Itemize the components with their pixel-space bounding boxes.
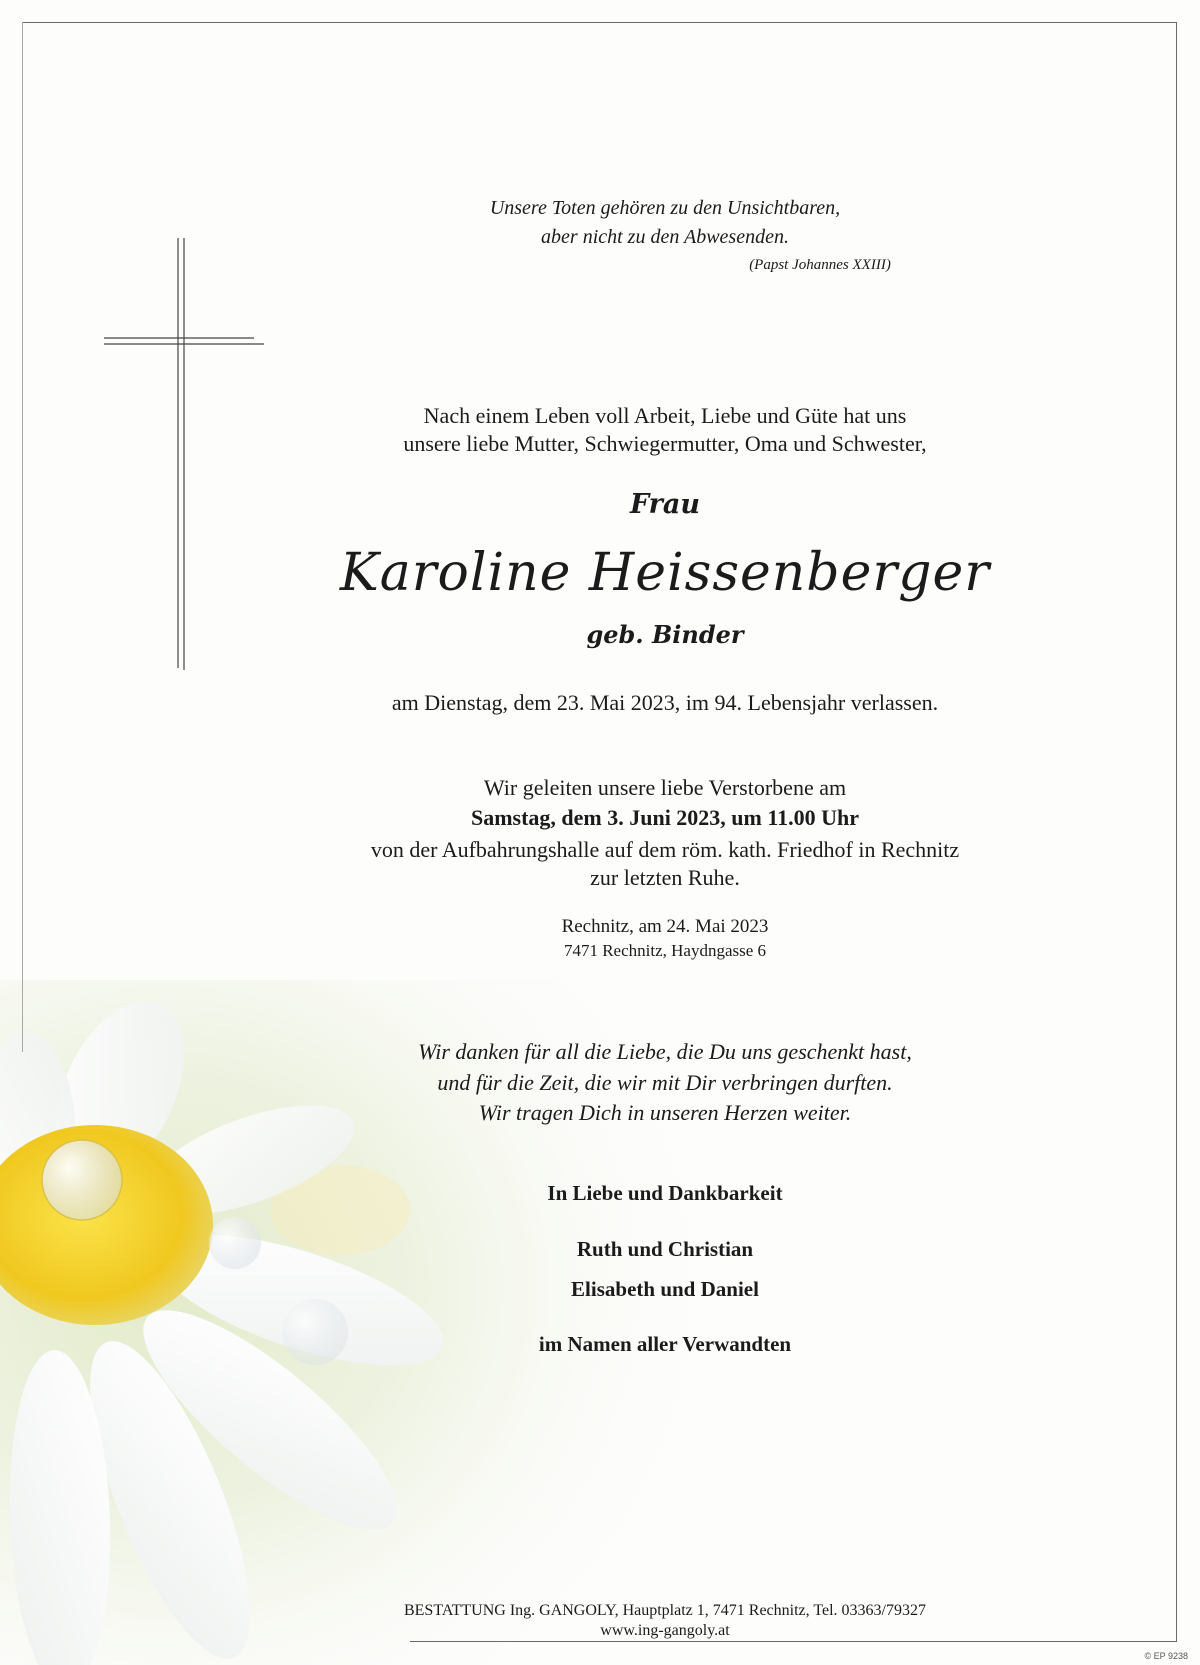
footer-funeral-home: BESTATTUNG Ing. GANGOLY, Hauptplatz 1, 7471 Rechnitz, Tel. 03363/79327 [403, 1602, 926, 1619]
thanks-line-1: Wir danken für all die Liebe, die Du uns geschenkt hast, [418, 1039, 912, 1064]
quote-line-1: Unsere Toten gehören zu den Unsichtbaren, [489, 197, 841, 219]
quote-line-2: aber nicht zu den Abwesenden. [541, 226, 789, 248]
product-code: © EP 9238 [1144, 1651, 1188, 1661]
address: 7471 Rechnitz, Haydngasse 6 [563, 941, 767, 960]
salutation: Frau [629, 489, 701, 520]
border-top [22, 22, 1177, 23]
family-2: Elisabeth und Daniel [571, 1277, 759, 1301]
thanks-line-2: und für die Zeit, die wir mit Dir verbringen durften. [437, 1070, 893, 1095]
footer-website: www.ing-gangoly.at [600, 1622, 730, 1639]
signoff-heading: In Liebe und Dankbarkeit [547, 1181, 783, 1205]
deceased-name: Karoline Heissenberger [339, 543, 991, 603]
signoff-closing: im Namen aller Verwandten [538, 1332, 792, 1356]
funeral-line-3: von der Aufbahrungshalle auf dem röm. kath. Friedhof in Rechnitz [370, 837, 960, 862]
border-left [22, 22, 23, 1052]
funeral-date-time: Samstag, dem 3. Juni 2023, um 11.00 Uhr [470, 805, 860, 830]
border-bottom [410, 1641, 1177, 1642]
place-date: Rechnitz, am 24. Mai 2023 [561, 916, 769, 937]
intro-line-1: Nach einem Leben voll Arbeit, Liebe und Güte hat uns [423, 403, 907, 428]
funeral-line-1: Wir geleiten unsere liebe Verstorbene am [483, 775, 847, 800]
death-notice: am Dienstag, dem 23. Mai 2023, im 94. Lebensjahr verlassen. [391, 690, 939, 715]
quote-source: (Papst Johannes XXIII) [749, 257, 891, 273]
funeral-line-4: zur letzten Ruhe. [590, 865, 740, 890]
family-1: Ruth und Christian [576, 1237, 754, 1261]
birth-name: geb. Binder [586, 620, 744, 649]
intro-line-2: unsere liebe Mutter, Schwiegermutter, Oma und Schwester, [403, 431, 927, 456]
thanks-line-3: Wir tragen Dich in unseren Herzen weiter. [478, 1100, 852, 1125]
